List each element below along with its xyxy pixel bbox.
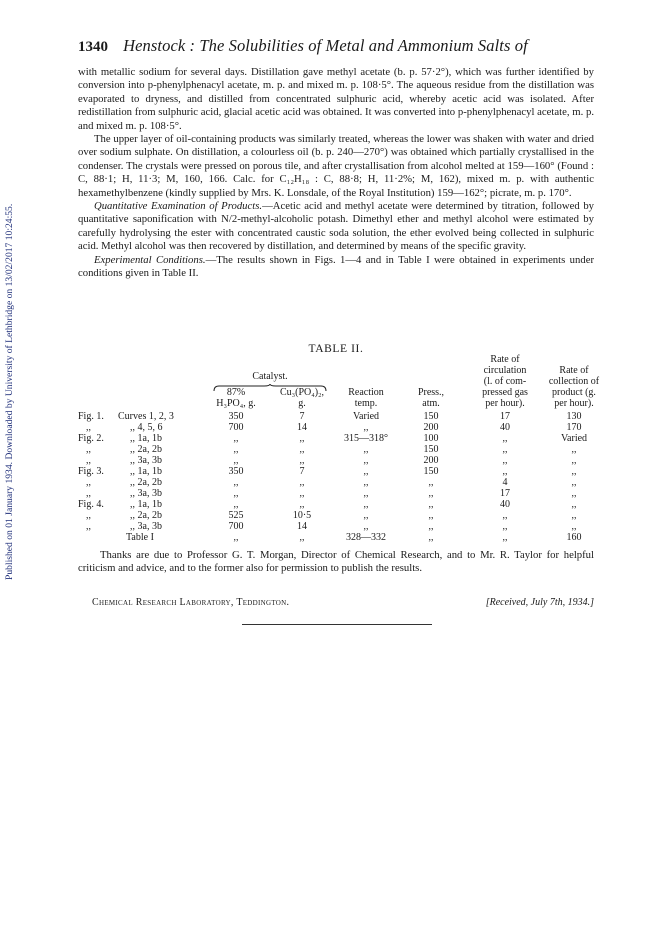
cell-collection: ,, — [571, 455, 577, 466]
running-title: Henstock : The Solubilities of Metal and Ammonium Salts of — [123, 36, 528, 55]
cell-h3po4: ,, — [233, 433, 239, 444]
cell-collection: ,, — [571, 499, 577, 510]
cell-press: ,, — [428, 521, 434, 532]
cell-temp: ,, — [363, 521, 369, 532]
cell-press: 150 — [423, 444, 439, 455]
cell-fig: ,, — [86, 444, 91, 455]
article-body — [78, 66, 594, 281]
cell-h3po4: ,, — [233, 499, 239, 510]
cell-curves: ,, 3a, 3b — [130, 455, 162, 466]
cell-curves: ,, 2a, 2b — [130, 444, 162, 455]
cell-fig: Fig. 1. — [78, 411, 104, 422]
cell-collection: 130 — [566, 411, 582, 422]
table-caption: TABLE II. — [308, 343, 364, 355]
cell-curves: Table I — [126, 532, 154, 543]
cell-cu: ,, — [299, 499, 305, 510]
acknowledgement: Thanks are due to Professor G. T. Morgan, Director of Chemical Research, and to Mr. R. Taylor for helpful criticism and advice, and to the former also for permission to publish the results. — [78, 549, 594, 575]
cell-circulation: 17 — [500, 411, 510, 422]
cell-circulation: 17 — [500, 488, 510, 499]
cell-h3po4: 350 — [228, 411, 244, 422]
header-press-unit: atm. — [422, 398, 440, 409]
quantitative-paragraph — [78, 200, 594, 254]
publication-side-note: Published on 01 January 1934. Downloaded by University of Lethbridge on 13/02/2017 10:24:55. — [4, 203, 15, 580]
cell-h3po4: 700 — [228, 521, 244, 532]
end-rule — [364, 624, 432, 625]
cell-press: ,, — [428, 510, 434, 521]
cell-circulation: ,, — [502, 433, 508, 444]
cell-collection: 160 — [566, 532, 582, 543]
cell-press: 200 — [423, 455, 439, 466]
cell-circulation: ,, — [502, 521, 508, 532]
cell-h3po4: ,, — [233, 455, 239, 466]
cell-cu: 7 — [299, 466, 305, 477]
cell-curves: ,, 1a, 1b — [130, 466, 162, 477]
cell-cu: ,, — [299, 477, 305, 488]
cell-cu: ,, — [299, 444, 305, 455]
header-rp: product (g. — [552, 387, 596, 398]
cell-curves: ,, 4, 5, 6 — [130, 422, 163, 433]
cell-collection: ,, — [571, 488, 577, 499]
cell-curves: ,, 2a, 2b — [130, 477, 162, 488]
cell-collection: ,, — [571, 510, 577, 521]
cell-press: ,, — [428, 488, 434, 499]
header-press: Press., — [417, 387, 445, 398]
paragraph: The upper layer of oil-containing products was similarly treated, whereas the lower was shaken with water and dried over sodium sulphate. On distillation, a colourless oil (b. p. 240—270°) was obtained which partially crystallised in the condenser. The crystals were pressed on porous tile, and after crystallisation from alcohol melted at 159—160° (Found : C, 88·1; H, 11·3; M, 160, 166. Calc. for C₁₂H₁₈ : C, 88·8; H, 11·2%; M, 162), mixed m. p. with authentic hexamethylbenzene (kindly supplied by Mrs. K. Lonsdale, of the Royal Institution) 159—162°; picrate, m. p. 170°. — [78, 133, 594, 199]
header-rp: collection of — [548, 376, 600, 387]
cell-circulation: 40 — [500, 499, 510, 510]
section-text: —The results shown in Figs. 1—4 and in Table I were obtained in experiments under conditions given in Table II. — [78, 253, 594, 280]
cell-cu: 7 — [299, 411, 305, 422]
cell-temp: 315—318° — [344, 433, 388, 444]
section-heading: Quantitative Examination of Products. — [94, 200, 263, 213]
cell-temp: ,, — [363, 477, 369, 488]
cell-temp: ,, — [363, 499, 369, 510]
cell-press: ,, — [428, 532, 434, 543]
cell-curves: ,, 3a, 3b — [130, 488, 162, 499]
cell-h3po4: ,, — [233, 532, 239, 543]
header-h3po4: 87% — [226, 387, 246, 398]
cell-cu: ,, — [299, 433, 305, 444]
header-rc: per hour). — [485, 398, 525, 409]
cell-collection: ,, — [571, 444, 577, 455]
cell-circulation: ,, — [502, 510, 508, 521]
cell-h3po4: 525 — [228, 510, 244, 521]
cell-cu: ,, — [299, 488, 305, 499]
cell-h3po4: 350 — [228, 466, 244, 477]
header-rc: circulation — [483, 365, 527, 376]
cell-collection: ,, — [571, 466, 577, 477]
cell-temp: ,, — [363, 422, 369, 433]
header-catalyst: Catalyst. — [252, 371, 288, 382]
page-header — [78, 36, 608, 56]
cell-circulation: ,, — [502, 532, 508, 543]
cell-h3po4: ,, — [233, 477, 239, 488]
header-h3po4-unit: H₃PO₄, g. — [216, 398, 256, 409]
cell-temp: Varied — [352, 411, 380, 422]
cell-fig: ,, — [86, 510, 91, 521]
cell-cu: 14 — [297, 521, 307, 532]
cell-circulation: ,, — [502, 455, 508, 466]
cell-curves: ,, 1a, 1b — [130, 433, 162, 444]
cell-circulation: ,, — [502, 444, 508, 455]
header-rc: (l. of com- — [483, 376, 527, 387]
header-rc: pressed gas — [482, 387, 528, 398]
cell-cu: 14 — [297, 422, 307, 433]
header-rp: per hour). — [554, 398, 594, 409]
cell-curves: ,, 1a, 1b — [130, 499, 162, 510]
cell-fig: ,, — [86, 477, 91, 488]
experimental-paragraph — [78, 254, 594, 281]
cell-press: 150 — [423, 411, 439, 422]
cell-circulation: ,, — [502, 466, 508, 477]
cell-circulation: 4 — [502, 477, 508, 488]
cell-temp: ,, — [363, 455, 369, 466]
cell-collection: ,, — [571, 521, 577, 532]
cell-press: 100 — [423, 433, 439, 444]
cell-curves: ,, 2a, 2b — [130, 510, 162, 521]
cell-fig: Fig. 2. — [78, 433, 104, 444]
cell-collection: 170 — [566, 422, 582, 433]
cell-fig: ,, — [86, 521, 91, 532]
received-date: [Received, July 7th, 1934.] — [485, 597, 594, 608]
cell-fig: Fig. 3. — [78, 466, 104, 477]
cell-temp: ,, — [363, 466, 369, 477]
cell-temp: ,, — [363, 488, 369, 499]
end-rule — [242, 624, 364, 625]
cell-cu: 10·5 — [292, 510, 312, 521]
cell-temp: ,, — [363, 444, 369, 455]
footer — [92, 597, 594, 611]
cell-press: ,, — [428, 499, 434, 510]
header-cu-unit: g. — [298, 398, 306, 409]
cell-h3po4: 700 — [228, 422, 244, 433]
cell-h3po4: ,, — [233, 444, 239, 455]
catalyst-brace — [213, 384, 327, 392]
cell-collection: Varied — [560, 433, 588, 444]
header-rp: Rate of — [559, 365, 589, 376]
laboratory-address: Chemical Research Laboratory, Teddington. — [92, 597, 290, 608]
cell-fig: ,, — [86, 488, 91, 499]
header-rc: Rate of — [490, 354, 520, 365]
cell-fig: ,, — [86, 422, 91, 433]
header-cu: Cu₃(PO₄)₂, — [279, 387, 325, 398]
cell-temp: 328—332 — [346, 532, 386, 543]
cell-curves: Curves 1, 2, 3 — [118, 411, 174, 422]
section-heading: Experimental Conditions. — [94, 253, 206, 266]
cell-cu: ,, — [299, 455, 305, 466]
header-temp-unit: temp. — [354, 398, 378, 409]
cell-fig: Fig. 4. — [78, 499, 104, 510]
cell-temp: ,, — [363, 510, 369, 521]
cell-press: 150 — [423, 466, 439, 477]
paragraph: with metallic sodium for several days. Distillation gave methyl acetate (b. p. 57·2°), which was further identified by conversion into p-phenylphenacyl acetate, m. p. and mixed m. p. 108·5°. The aqueous residue from the distillation was evaporated to dryness, and distilled from concentrated sulphuric acid, whereby acetic acid was isolated. After redistillation from sulphuric acid, glacial acetic acid was obtained. It was converted into p-phenylphenacyl acetate, m. p. and mixed m. p. 108·5°. — [78, 66, 594, 132]
cell-collection: ,, — [571, 477, 577, 488]
header-temp: Reaction — [348, 387, 384, 398]
page-number: 1340 — [78, 39, 108, 55]
cell-cu: ,, — [299, 532, 305, 543]
cell-press: ,, — [428, 477, 434, 488]
cell-press: 200 — [423, 422, 439, 433]
cell-h3po4: ,, — [233, 488, 239, 499]
cell-fig: ,, — [86, 455, 91, 466]
cell-circulation: 40 — [500, 422, 510, 433]
section-text: —Acetic acid and methyl acetate were determined by titration, followed by quantitative saponification with N/2-methyl-alcoholic potash. Dimethyl ether and methyl alcohol were estimated by carefully hydrolysing the ester with concentrated caustic soda solution, the ether evolved being collected in sulphuric acid. Methyl alcohol was then recovered by distillation, and determined by means of the specific gravity. — [78, 200, 595, 253]
cell-curves: ,, 3a, 3b — [130, 521, 162, 532]
